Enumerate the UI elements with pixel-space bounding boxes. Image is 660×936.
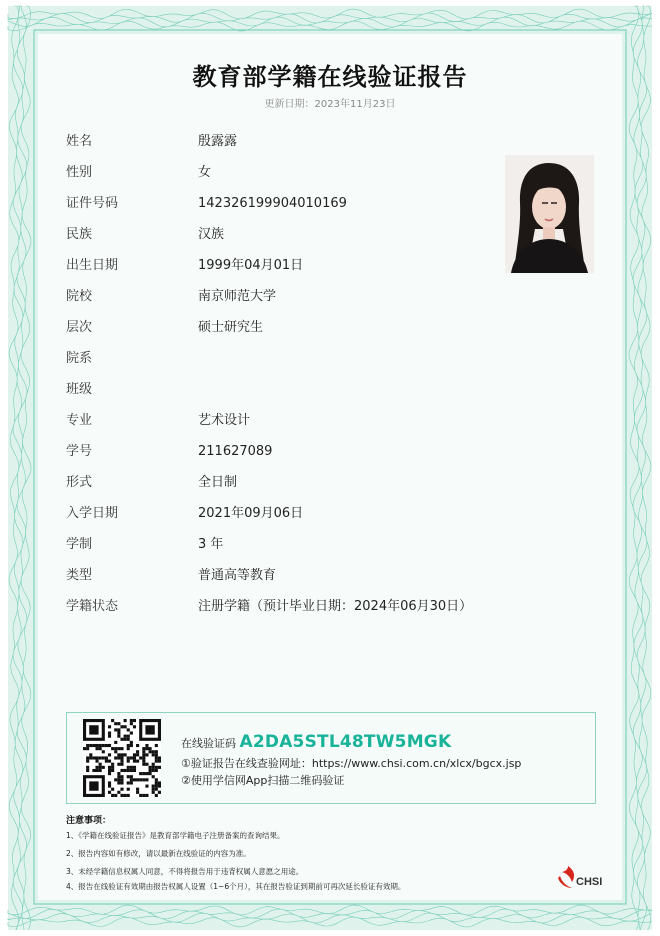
verification-code-line (181, 732, 451, 752)
field-row-type (66, 566, 472, 597)
field-row-duration (66, 535, 472, 566)
field-row-id-number (66, 194, 472, 225)
notes-title: 注意事项： (66, 816, 112, 826)
field-row-level (66, 318, 472, 349)
field-label: 性别 (66, 165, 93, 180)
field-label: 专业 (66, 413, 93, 428)
field-row-major (66, 411, 472, 442)
verification-app-line: ②使用学信网App扫描二维码验证 (181, 774, 345, 787)
note-item: 1、《学籍在线验证报告》是教育部学籍电子注册备案的查询结果。 (66, 831, 285, 840)
field-row-school (66, 287, 472, 318)
field-value: 女 (198, 165, 212, 180)
field-value: 全日制 (198, 475, 238, 490)
field-row-class (66, 380, 472, 411)
field-value: 汉族 (198, 227, 225, 242)
field-value: 南京师范大学 (198, 289, 277, 304)
field-label: 民族 (66, 227, 93, 242)
student-fields (66, 132, 472, 628)
report-title: 教育部学籍在线验证报告 (192, 63, 468, 91)
field-value: 普通高等教育 (198, 568, 277, 583)
verification-code-label: 在线验证码 (181, 737, 236, 750)
field-label: 班级 (66, 382, 93, 397)
field-label: 类型 (66, 568, 93, 583)
field-value: 1999年04月01日 (198, 258, 304, 273)
field-label: 证件号码 (66, 196, 119, 211)
field-row-study-mode (66, 473, 472, 504)
field-value: 3 年 (198, 537, 224, 552)
qr-code-icon[interactable] (83, 719, 161, 797)
field-value: 注册学籍（预计毕业日期：2024年06月30日） (198, 599, 473, 614)
field-row-student-number (66, 442, 472, 473)
field-row-gender (66, 163, 472, 194)
field-label: 学制 (66, 537, 93, 552)
field-row-name (66, 132, 472, 163)
field-value: 殷露露 (198, 134, 238, 149)
field-value: 艺术设计 (198, 413, 251, 428)
chsi-logo-text: CHSI (576, 876, 603, 888)
note-item: 3、未经学籍信息权属人同意，不得将报告用于违背权属人意愿之用途。 (66, 867, 304, 876)
field-label: 姓名 (66, 134, 93, 149)
field-label: 形式 (66, 475, 93, 490)
verification-box (66, 712, 596, 804)
field-row-department (66, 349, 472, 380)
field-row-status (66, 597, 472, 628)
update-date: 更新日期：2023年11月23日 (264, 99, 396, 110)
field-label: 院系 (66, 351, 93, 366)
field-row-birth-date (66, 256, 472, 287)
verification-url-line: ①验证报告在线查验网址：https://www.chsi.com.cn/xlcx/bgcx.jsp (181, 757, 522, 770)
field-label: 出生日期 (66, 258, 119, 273)
field-label: 入学日期 (66, 506, 119, 521)
field-label: 层次 (66, 320, 93, 335)
field-label: 院校 (66, 289, 93, 304)
note-item: 2、报告内容如有修改，请以最新在线验证的内容为准。 (66, 849, 251, 858)
field-value: 211627089 (198, 444, 273, 459)
field-row-enrollment-date (66, 504, 472, 535)
field-label: 学籍状态 (66, 599, 119, 614)
field-value: 2021年09月06日 (198, 506, 304, 521)
field-row-ethnicity (66, 225, 472, 256)
field-value: 硕士研究生 (198, 320, 264, 335)
field-label: 学号 (66, 444, 93, 459)
field-value: 142326199904010169 (198, 196, 347, 211)
note-item: 4、报告在线验证有效期由报告权属人设置（1~6个月），其在报告验证到期前可再次延长验证有效期。 (66, 882, 406, 891)
student-photo (505, 155, 594, 273)
verification-code: A2DA5STL48TW5MGK (239, 732, 452, 752)
